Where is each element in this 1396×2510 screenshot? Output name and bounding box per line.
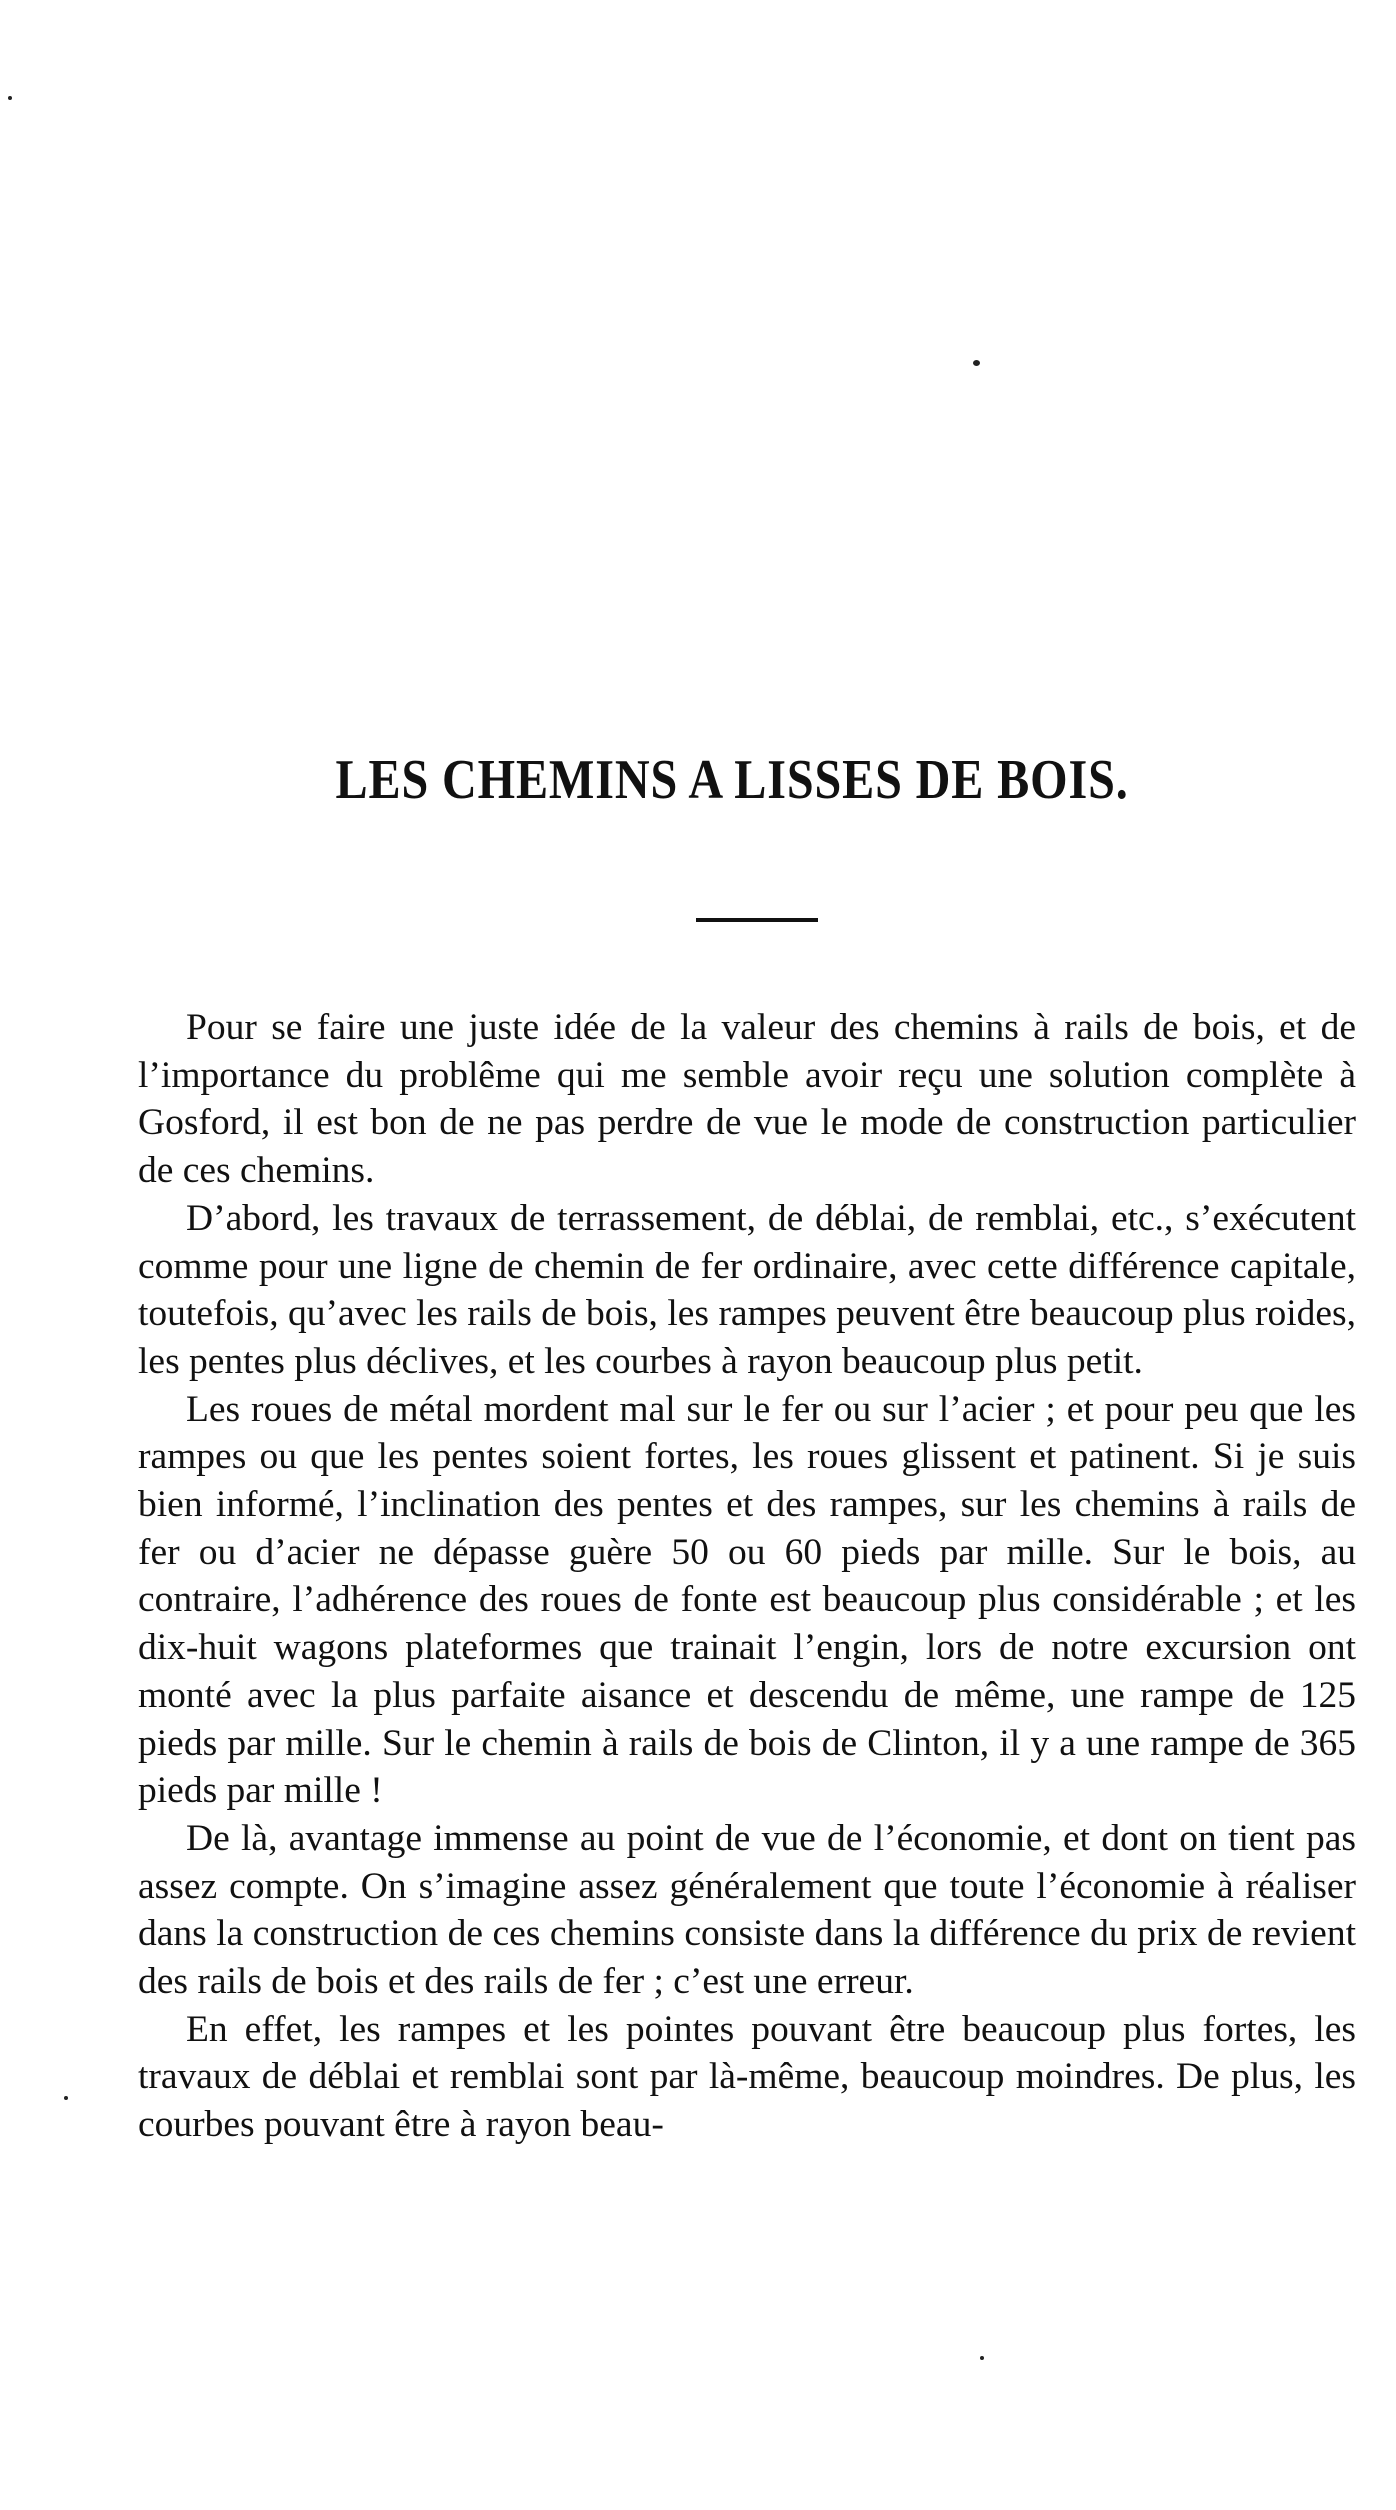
ink-speck (64, 2096, 68, 2100)
ink-speck (980, 2356, 984, 2360)
paragraph: Les roues de métal mordent mal sur le fer ou sur l’acier ; et pour peu que les rampes ou que les pentes soient fortes, les roues glissent et patinent. Si je suis bien informé, l’inclination des pentes et des rampes, sur les chemins à rails de fer ou d’acier ne dépasse guère 50 ou 60 pieds par mille. Sur le bois, au contraire, l’adhérence des roues de fonte est beaucoup plus considérable ; et les dix-huit wagons plateformes que trainait l’engin, lors de notre excursion ont monté avec la plus parfaite aisance et descendu de même, une rampe de 125 pieds par mille. Sur le chemin à rails de bois de Clinton, il y a une rampe de 365 pieds par mille ! (138, 1388, 1356, 1812)
paragraph: D’abord, les travaux de terrassement, de déblai, de remblai, etc., s’exécutent comme pour une ligne de chemin de fer ordinaire, avec cette différence capitale, toutefois, qu’avec les rails de bois, les rampes peuvent être beaucoup plus roides, les pentes plus déclives, et les courbes à rayon beaucoup plus petit. (138, 1197, 1356, 1382)
paragraph: De là, avantage immense au point de vue de l’économie, et dont on tient pas assez compte. On s’imagine assez généralement que toute l’économie à réaliser dans la construction de ces chemins consiste dans la différence du prix de revient des rails de bois et des rails de fer ; c’est une erreur. (138, 1817, 1356, 2003)
paragraph: En effet, les rampes et les pointes pouvant être beaucoup plus fortes, les travaux de déblai et remblai sont par là-même, beaucoup moindres. De plus, les courbes pouvant être à rayon beau- (138, 2008, 1356, 2146)
page-title: LES CHEMINS A LISSES DE BOIS. (335, 749, 1129, 811)
paragraph: Pour se faire une juste idée de la valeur des chemins à rails de bois, et de l’importance du problême qui me semble avoir reçu une solution complète à Gosford, il est bon de ne pas perdre de vue le mode de construction particulier de ces chemins. (138, 1007, 1356, 1192)
ink-speck (973, 360, 980, 366)
body-text (138, 1004, 1356, 2149)
ink-speck (8, 96, 12, 100)
title-rule (696, 918, 818, 922)
